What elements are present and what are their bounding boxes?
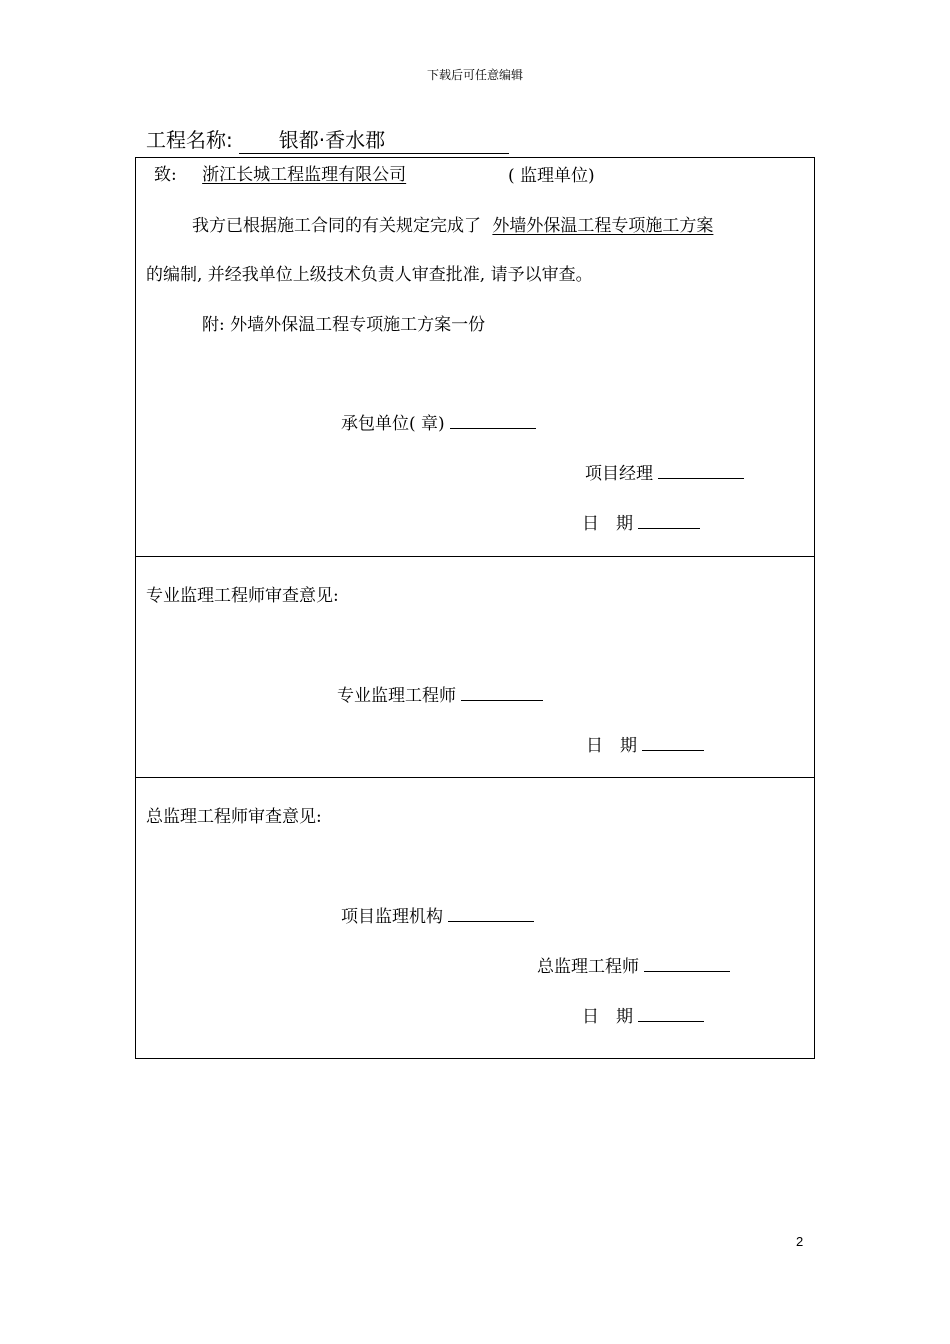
date-line-3 bbox=[582, 1002, 704, 1027]
engineer-label: 专业监理工程师 bbox=[337, 686, 456, 706]
header-note: 下载后可任意编辑 bbox=[426, 68, 523, 82]
manager-label: 项目经理 bbox=[585, 464, 653, 484]
section-divider-1 bbox=[135, 556, 815, 557]
chief-blank bbox=[644, 953, 730, 972]
date-label: 日 期 bbox=[582, 514, 633, 534]
page-number: 2 bbox=[796, 1234, 804, 1249]
section-divider-2 bbox=[135, 777, 815, 778]
body-line-1 bbox=[192, 211, 713, 236]
org-blank bbox=[448, 903, 534, 922]
contractor-signature bbox=[341, 409, 536, 434]
date-blank bbox=[638, 1003, 704, 1022]
chief-label: 总监理工程师 bbox=[537, 957, 639, 977]
project-label: 工程名称: bbox=[146, 128, 233, 152]
contractor-blank bbox=[450, 410, 536, 429]
company-note: ( 监理单位) bbox=[508, 166, 595, 186]
body-line-2: 的编制, 并经我单位上级技术负责人审查批准, 请予以审查。 bbox=[146, 265, 593, 285]
date-label: 日 期 bbox=[586, 736, 637, 756]
engineer-signature bbox=[337, 681, 543, 706]
body-prefix: 我方已根据施工合同的有关规定完成了 bbox=[192, 216, 481, 236]
chief-signature bbox=[537, 952, 730, 977]
project-name: 银都·香水郡 bbox=[239, 127, 509, 154]
org-label: 项目监理机构 bbox=[341, 907, 443, 927]
manager-blank bbox=[658, 460, 744, 479]
attachment-line: 附: 外墙外保温工程专项施工方案一份 bbox=[202, 315, 486, 335]
company-name: 浙江长城工程监理有限公司 bbox=[202, 165, 407, 185]
section3-title: 总监理工程师审查意见: bbox=[146, 807, 322, 827]
body-subject: 外墙外保温工程专项施工方案 bbox=[492, 216, 714, 236]
engineer-blank bbox=[461, 682, 543, 701]
section2-title: 专业监理工程师审查意见: bbox=[146, 586, 339, 606]
contractor-label: 承包单位( 章) bbox=[341, 414, 445, 434]
date-line-1 bbox=[582, 509, 700, 534]
org-signature bbox=[341, 902, 534, 927]
date-line-2 bbox=[586, 731, 704, 756]
to-label: 致: bbox=[154, 165, 177, 185]
project-title bbox=[146, 124, 509, 154]
date-blank bbox=[638, 510, 700, 529]
date-label: 日 期 bbox=[582, 1007, 633, 1027]
date-blank bbox=[642, 732, 704, 751]
manager-signature bbox=[585, 459, 744, 484]
recipient-line bbox=[154, 160, 406, 185]
